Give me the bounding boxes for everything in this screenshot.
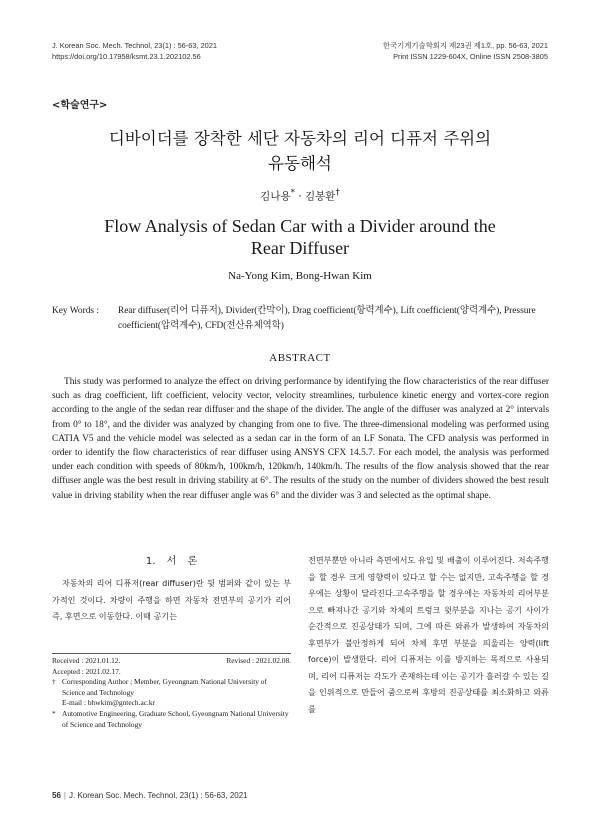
asterisk-symbol: * xyxy=(52,708,56,718)
author-2-mark: † xyxy=(335,188,340,198)
received-date: Received : 2021.01.12. xyxy=(52,656,121,665)
abstract-text: This study was performed to analyze the effect on driving performance by identifying the flow characteristics of the rear diffuser such as drag coefficient, lift coefficient, velocity vector, velocity streamlines, turbulence kinetic energy and vortex-core region according to the angle of the sedan rear diffuser and the shape of the divider. The angle of the diffuser was analyzed at 2° intervals from 0° to 18°, and the divider was analyzed by changing from one to five. The three-dimensional modeling was performed using CATIA V5 and the vehicle model was selected as a sedan car in the form of an LF Sonata. The CFD analysis was performed in order to identify the flow characteristics of rear diffuser using ANSYS CFX 14.5.7. For each model, the analysis was performed under each condition with speeds of 80km/h, 100km/h, 120km/h, 140km/h. The results of the flow analysis showed that the rear diffuser angle was the best result in driving stability at 6°. The results of the study on the number of dividers showed the best result value in driving stability when the rear diffuser angle was 6° and the divider was 3 and selected as the optimal shape. xyxy=(52,377,549,501)
keywords-label: Key Words : xyxy=(52,306,99,316)
running-header-right xyxy=(383,40,548,62)
intro-paragraph-right: 전면부뿐만 아니라 측면에서도 유입 및 배출이 이루어진다. 저속주행을 할 경우 크게 영향력이 있다고 할 수는 없지만, 고속주행을 할 경우에는 상황이 달라진다.고속주행을 할 경우에는 자동차의 리어부분으로 빠져나간 공기와 차체의 트렁크 윗부분을 지나는 공기 사이가 순간적으로 진공상태가 되며, 그에 따른 와류가 발생하여 자동차의 후면부가 불안정하게 되어 차체 후면 부분을 띄울리는 양력(lift force)이 발생한다. 리어 디퓨저는 이를 방지하는 목적으로 사용되며, 리어 디퓨저는 각도가 존재하는데 이는 공기가 흘러갈 수 있는 길을 인위적으로 만들어 줌으로써 후방의 진공상태를 최소화하고 와류를 xyxy=(308,555,549,714)
author-separator: · xyxy=(294,190,305,203)
abstract-heading: ABSTRACT xyxy=(269,352,331,364)
footer-citation: J. Korean Soc. Mech. Technol, 23(1) : 56-63, 2021 xyxy=(68,791,248,800)
revised-date: Revised : 2021.02.08. xyxy=(226,656,291,665)
affiliation-note xyxy=(52,709,291,730)
page-number: 56 xyxy=(52,791,61,800)
footer-separator: | xyxy=(63,791,66,800)
article-category: <학술연구> xyxy=(52,100,108,111)
left-column xyxy=(52,552,291,625)
title-english xyxy=(0,215,600,259)
author-2-korean: 김봉환 xyxy=(305,190,336,203)
accepted-date: Accepted : 2021.02.17. xyxy=(52,666,121,676)
right-column xyxy=(308,552,549,717)
keywords-block xyxy=(52,304,552,334)
corresponding-author-text: Corresponding Author ; Member, Gyeongnam National University of Science and Technology xyxy=(62,677,267,697)
running-header-left xyxy=(52,40,217,62)
title-english-line-1: Flow Analysis of Sedan Car with a Divider around the xyxy=(104,216,496,236)
title-korean xyxy=(0,126,600,176)
email-note xyxy=(52,698,291,709)
section-heading-introduction: 1. 서 론 xyxy=(145,556,198,567)
authors-korean xyxy=(0,188,600,204)
authors-english: Na-Yong Kim, Bong-Hwan Kim xyxy=(228,270,372,282)
corresponding-author-note xyxy=(52,677,291,698)
email-text[interactable]: E-mail : bhwkim@gntech.ac.kr xyxy=(62,698,156,708)
title-korean-line-2: 유동해석 xyxy=(268,154,332,173)
journal-citation-korean: 한국기계기술학회지 제23권 제1호, pp. 56-63, 2021 xyxy=(382,41,548,50)
received-revised-line xyxy=(52,656,291,667)
issn-line: Print ISSN 1229-604X, Online ISSN 2508-3805 xyxy=(393,52,548,61)
page-footer xyxy=(52,791,248,800)
dagger-symbol: † xyxy=(52,677,56,687)
author-1-mark: * xyxy=(290,188,295,198)
doi-link[interactable]: https://doi.org/10.17958/ksmt.23.1.202102.56 xyxy=(52,52,201,61)
footnotes xyxy=(52,656,291,730)
abstract-body xyxy=(52,375,549,503)
affiliation-text: Automotive Engineering, Graduate School, Gyeongnam National University of Science and Technology xyxy=(62,708,289,729)
title-english-line-2: Rear Diffuser xyxy=(250,238,350,258)
intro-paragraph-left: 자동차의 리어 디퓨저(rear diffuser)란 뒷 범퍼와 같이 있는 부가적인 것이다. 차량이 주행을 하면 자동차 전면부의 공기가 리어 즉, 후면으로 이동한다. 이때 공기는 xyxy=(52,578,291,621)
title-korean-line-1: 디바이더를 장착한 세단 자동차의 리어 디퓨저 주위의 xyxy=(108,129,492,148)
keywords-text: Rear diffuser(리어 디퓨저), Divider(칸막이), Drag coefficient(항력계수), Lift coefficient(양력계수), Pressure coefficient(압력계수), CFD(전산유체역학) xyxy=(118,306,536,331)
author-1-korean: 김나용 xyxy=(260,190,291,203)
footnote-divider xyxy=(52,653,291,654)
journal-citation: J. Korean Soc. Mech. Technol, 23(1) : 56-63, 2021 xyxy=(52,41,218,50)
